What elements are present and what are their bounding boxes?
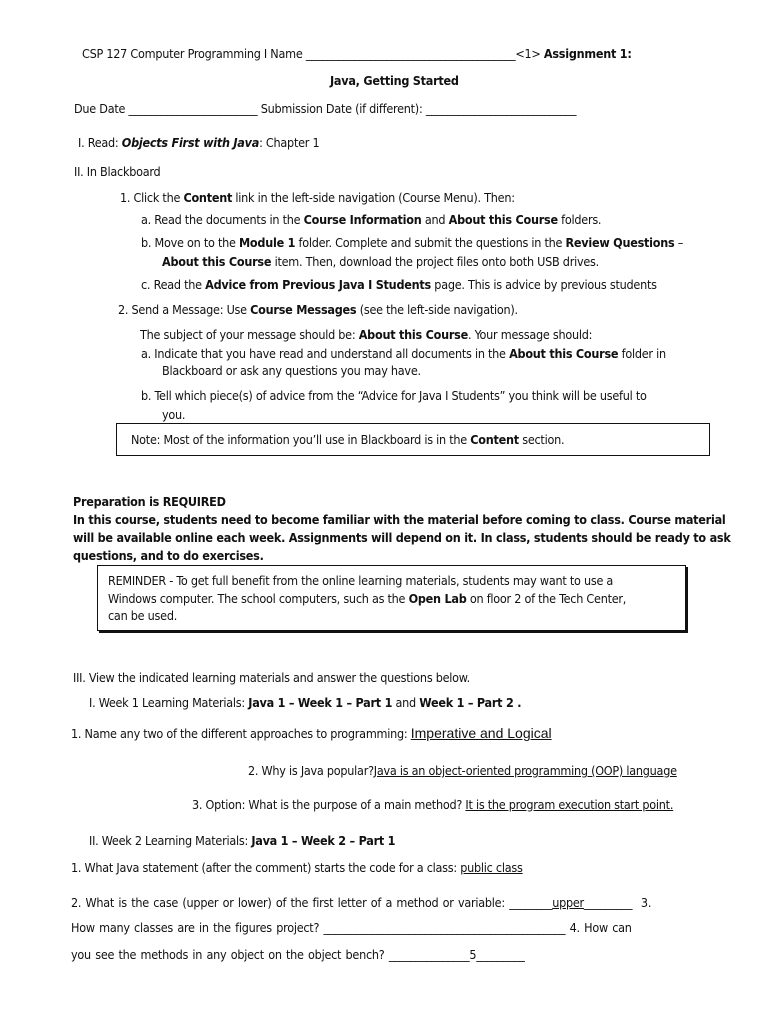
question-6: How many classes are in the figures project? _____________________________________________ 4. How can: [71, 920, 632, 935]
answer-1[interactable]: Imperative and Logical: [410, 725, 552, 741]
answer-2[interactable]: Java is an object-oriented programming (OOP) language: [373, 763, 677, 778]
course-title: CSP 127 Computer Programming I Name: [82, 46, 303, 61]
question-5: 2. What is the case (upper or lower) of the first letter of a method or variable: ________upper_________ 3.: [71, 895, 652, 910]
preparation-p3: questions, and to do exercises.: [73, 548, 264, 563]
question-7-text: you see the methods in any object on the object bench?: [71, 947, 385, 962]
answer-4[interactable]: public class: [460, 860, 523, 875]
assignment-number: <1>: [515, 46, 541, 61]
submission-date-label: Submission Date (if different):: [260, 101, 423, 116]
step-1b-cont: About this Course item. Then, download the project files onto both USB drives.: [162, 254, 599, 269]
question-3-text: 3. Option: What is the purpose of a main method?: [192, 797, 463, 812]
message-item-a: a. Indicate that you have read and understand all documents in the About this Course folder in: [141, 346, 666, 361]
book-title: Objects First with Java: [121, 135, 260, 150]
name-blank[interactable]: _______________________________________: [305, 46, 516, 61]
page-title: Java, Getting Started: [330, 73, 459, 88]
section-questions-heading: III. View the indicated learning materials and answer the questions below.: [73, 670, 470, 685]
due-date-label: Due Date: [74, 101, 126, 116]
reminder-line-3: can be used.: [108, 608, 178, 623]
preparation-heading: Preparation is REQUIRED: [73, 494, 226, 509]
answer-7[interactable]: 5: [469, 947, 477, 962]
question-3: [192, 797, 673, 813]
section-blackboard-heading: II. In Blackboard: [74, 164, 161, 179]
question-4-text: 1. What Java statement (after the comment) starts the code for a class:: [71, 860, 457, 875]
chapter-ref: : Chapter 1: [259, 135, 320, 150]
question-1-text: 1. Name any two of the different approaches to programming:: [71, 726, 408, 741]
assignment-label: Assignment 1:: [543, 46, 632, 61]
message-item-b-cont: you.: [162, 407, 186, 422]
week1-heading: I. Week 1 Learning Materials: Java 1 – Week 1 – Part 1 and Week 1 – Part 2 .: [89, 695, 522, 710]
reminder-line-1: REMINDER - To get full benefit from the online learning materials, students may want to use a: [108, 573, 614, 588]
due-date-line: [74, 101, 576, 117]
question-6-text: How many classes are in the figures project?: [71, 920, 320, 935]
question-7: you see the methods in any object on the object bench? _______________5_________: [71, 947, 525, 962]
preparation-p1: In this course, students need to become familiar with the material before coming to class. Course material: [73, 512, 726, 527]
step-1a: a. Read the documents in the Course Information and About this Course folders.: [141, 212, 602, 227]
step-2: 2. Send a Message: Use Course Messages (see the left-side navigation).: [118, 302, 518, 317]
message-item-a-cont: Blackboard or ask any questions you may have.: [162, 363, 421, 378]
step-1b: b. Move on to the Module 1 folder. Complete and submit the questions in the Review Questions –: [141, 235, 684, 250]
step-1: 1. Click the Content link in the left-side navigation (Course Menu). Then:: [120, 190, 515, 205]
note-text: Note: Most of the information you’ll use in Blackboard is in the Content section.: [131, 432, 565, 447]
question-1: [71, 725, 552, 742]
preparation-p2: will be available online each week. Assignments will depend on it. In class, students should be ready to ask: [73, 530, 731, 545]
submission-date-blank[interactable]: ____________________________: [425, 101, 577, 116]
message-item-b: b. Tell which piece(s) of advice from the “Advice for Java I Students” you think will be useful to: [141, 388, 647, 403]
question-5-text: 2. What is the case (upper or lower) of the first letter of a method or variable:: [71, 895, 505, 910]
message-subject: The subject of your message should be: About this Course. Your message should:: [140, 327, 593, 342]
question-2-text: 2. Why is Java popular?: [248, 763, 374, 778]
answer-5[interactable]: upper: [552, 895, 584, 910]
week2-heading: II. Week 2 Learning Materials: Java 1 – Week 2 – Part 1: [89, 833, 396, 848]
read-label: I. Read:: [78, 135, 119, 150]
answer-6-blank[interactable]: _____________________________________________: [323, 920, 566, 935]
question-4: [71, 860, 523, 876]
due-date-blank[interactable]: ________________________: [128, 101, 258, 116]
reminder-line-2: Windows computer. The school computers, such as the Open Lab on floor 2 of the Tech Center,: [108, 591, 627, 606]
step-1c: c. Read the Advice from Previous Java I Students page. This is advice by previous students: [141, 277, 657, 292]
answer-3[interactable]: It is the program execution start point.: [465, 797, 674, 812]
question-2: [248, 763, 677, 779]
section-read: [78, 135, 319, 151]
header-line: [82, 46, 632, 62]
content-link-text: Content: [183, 190, 233, 205]
